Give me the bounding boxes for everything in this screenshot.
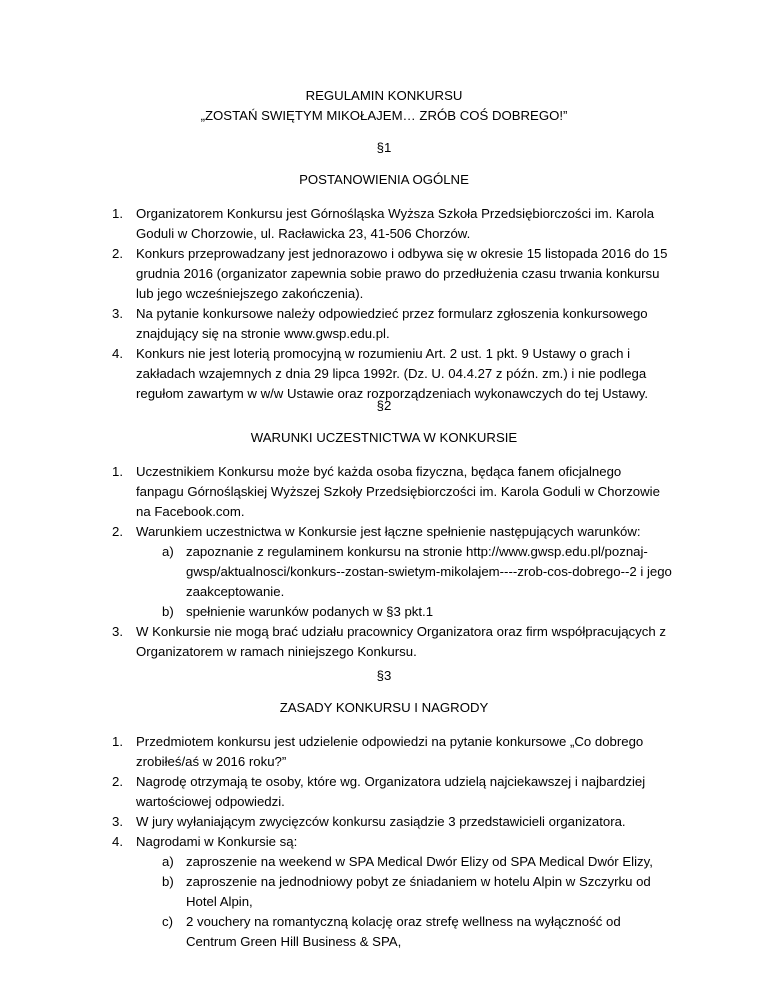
- sub-list-item: [162, 872, 672, 912]
- item-text: Warunkiem uczestnictwa w Konkursie jest łączne spełnienie następujących warunków:: [136, 524, 641, 539]
- section-1-sign: §1: [376, 140, 392, 155]
- item-text: Konkurs nie jest loterią promocyjną w rozumieniu Art. 2 ust. 1 pkt. 9 Ustawy o grach i zakładach wzajemnych z dnia 29 lipca 1992r. (Dz. U. 04.4.27 z późn. zm.) i nie podlega regułom zawartym w w/w Ustawie oraz rozporządzeniach wykonawczych do tej Ustawy.: [136, 346, 649, 401]
- item-number: 1.: [112, 206, 123, 221]
- sub-list: [162, 542, 672, 622]
- item-text: W jury wyłaniającym zwycięzców konkursu zasiądzie 3 przedstawicieli organizatora.: [136, 814, 626, 829]
- list-item: [112, 772, 672, 812]
- item-number: 4.: [112, 834, 123, 849]
- item-number: 2.: [112, 774, 123, 789]
- item-text: W Konkursie nie mogą brać udziału pracownicy Organizatora oraz firm współpracujących z Organizatorem w ramach niniejszego Konkursu.: [136, 624, 666, 659]
- list-item: [112, 304, 672, 344]
- item-number: 4.: [112, 346, 123, 361]
- sub-item-text: zapoznanie z regulaminem konkursu na stronie http://www.gwsp.edu.pl/poznaj-gwsp/aktualnosci/konkurs--zostan-swietym-mikolajem----zrob-cos-dobrego--2 i jego zaakceptowanie.: [186, 544, 672, 599]
- item-text: Nagrodę otrzymają te osoby, które wg. Organizatora udzielą najciekawszej i najbardziej wartościowej odpowiedzi.: [136, 774, 646, 809]
- sub-item-letter: a): [162, 854, 174, 869]
- section-3-sign: §3: [376, 668, 392, 683]
- sub-list-item: [162, 852, 672, 872]
- section-1-list: [112, 204, 672, 404]
- list-item: [112, 622, 672, 662]
- list-item: [112, 812, 672, 832]
- list-item: [112, 832, 672, 952]
- sub-item-text: spełnienie warunków podanych w §3 pkt.1: [186, 604, 434, 619]
- list-item: [112, 462, 672, 522]
- item-text: Przedmiotem konkursu jest udzielenie odpowiedzi na pytanie konkursowe „Co dobrego zrobiłeś/aś w 2016 roku?”: [136, 734, 644, 769]
- list-item: [112, 344, 672, 404]
- sub-item-letter: b): [162, 874, 174, 889]
- item-number: 2.: [112, 246, 123, 261]
- item-number: 3.: [112, 624, 123, 639]
- sub-list: [162, 852, 672, 952]
- sub-list-item: [162, 912, 672, 952]
- sub-list-item: [162, 602, 672, 622]
- sub-item-text: 2 vouchery na romantyczną kolację oraz strefę wellness na wyłączność od Centrum Green Hill Business & SPA,: [186, 914, 621, 949]
- section-2-heading: WARUNKI UCZESTNICTWA W KONKURSIE: [250, 430, 518, 445]
- sub-item-letter: a): [162, 544, 174, 559]
- sub-item-text: zaproszenie na jednodniowy pobyt ze śniadaniem w hotelu Alpin w Szczyrku od Hotel Alpin,: [186, 874, 651, 909]
- list-item: [112, 522, 672, 622]
- item-number: 1.: [112, 734, 123, 749]
- item-text: Organizatorem Konkursu jest Górnośląska Wyższa Szkoła Przedsiębiorczości im. Karola Goduli w Chorzowie, ul. Racławicka 23, 41-506 Chorzów.: [136, 206, 655, 241]
- section-3-heading: ZASADY KONKURSU I NAGRODY: [279, 700, 489, 715]
- doc-title: REGULAMIN KONKURSU: [305, 88, 463, 103]
- sub-item-letter: c): [162, 914, 173, 929]
- item-text: Nagrodami w Konkursie są:: [136, 834, 298, 849]
- sub-list-item: [162, 542, 672, 602]
- item-number: 3.: [112, 306, 123, 321]
- item-text: Na pytanie konkursowe należy odpowiedzieć przez formularz zgłoszenia konkursowego znajdujący się na stronie www.gwsp.edu.pl.: [136, 306, 648, 341]
- item-number: 1.: [112, 464, 123, 479]
- section-2-sign: §2: [376, 398, 392, 413]
- list-item: [112, 244, 672, 304]
- section-2-list: [112, 462, 672, 662]
- sub-item-letter: b): [162, 604, 174, 619]
- item-text: Konkurs przeprowadzany jest jednorazowo i odbywa się w okresie 15 listopada 2016 do 15 grudnia 2016 (organizator zapewnia sobie prawo do przedłużenia czasu trwania konkursu lub jego wcześniejszego zakończenia).: [136, 246, 668, 301]
- list-item: [112, 204, 672, 244]
- item-number: 3.: [112, 814, 123, 829]
- list-item: [112, 732, 672, 772]
- item-number: 2.: [112, 524, 123, 539]
- doc-subtitle: „ZOSTAŃ SWIĘTYM MIKOŁAJEM… ZRÓB COŚ DOBREGO!”: [200, 108, 568, 123]
- section-3-list: [112, 732, 672, 952]
- sub-item-text: zaproszenie na weekend w SPA Medical Dwór Elizy od SPA Medical Dwór Elizy,: [186, 854, 653, 869]
- item-text: Uczestnikiem Konkursu może być każda osoba fizyczna, będąca fanem oficjalnego fanpagu Górnośląskiej Wyższej Szkoły Przedsiębiorczości im. Karola Goduli w Chorzowie na Facebook.com.: [136, 464, 660, 519]
- section-1-heading: POSTANOWIENIA OGÓLNE: [299, 172, 469, 187]
